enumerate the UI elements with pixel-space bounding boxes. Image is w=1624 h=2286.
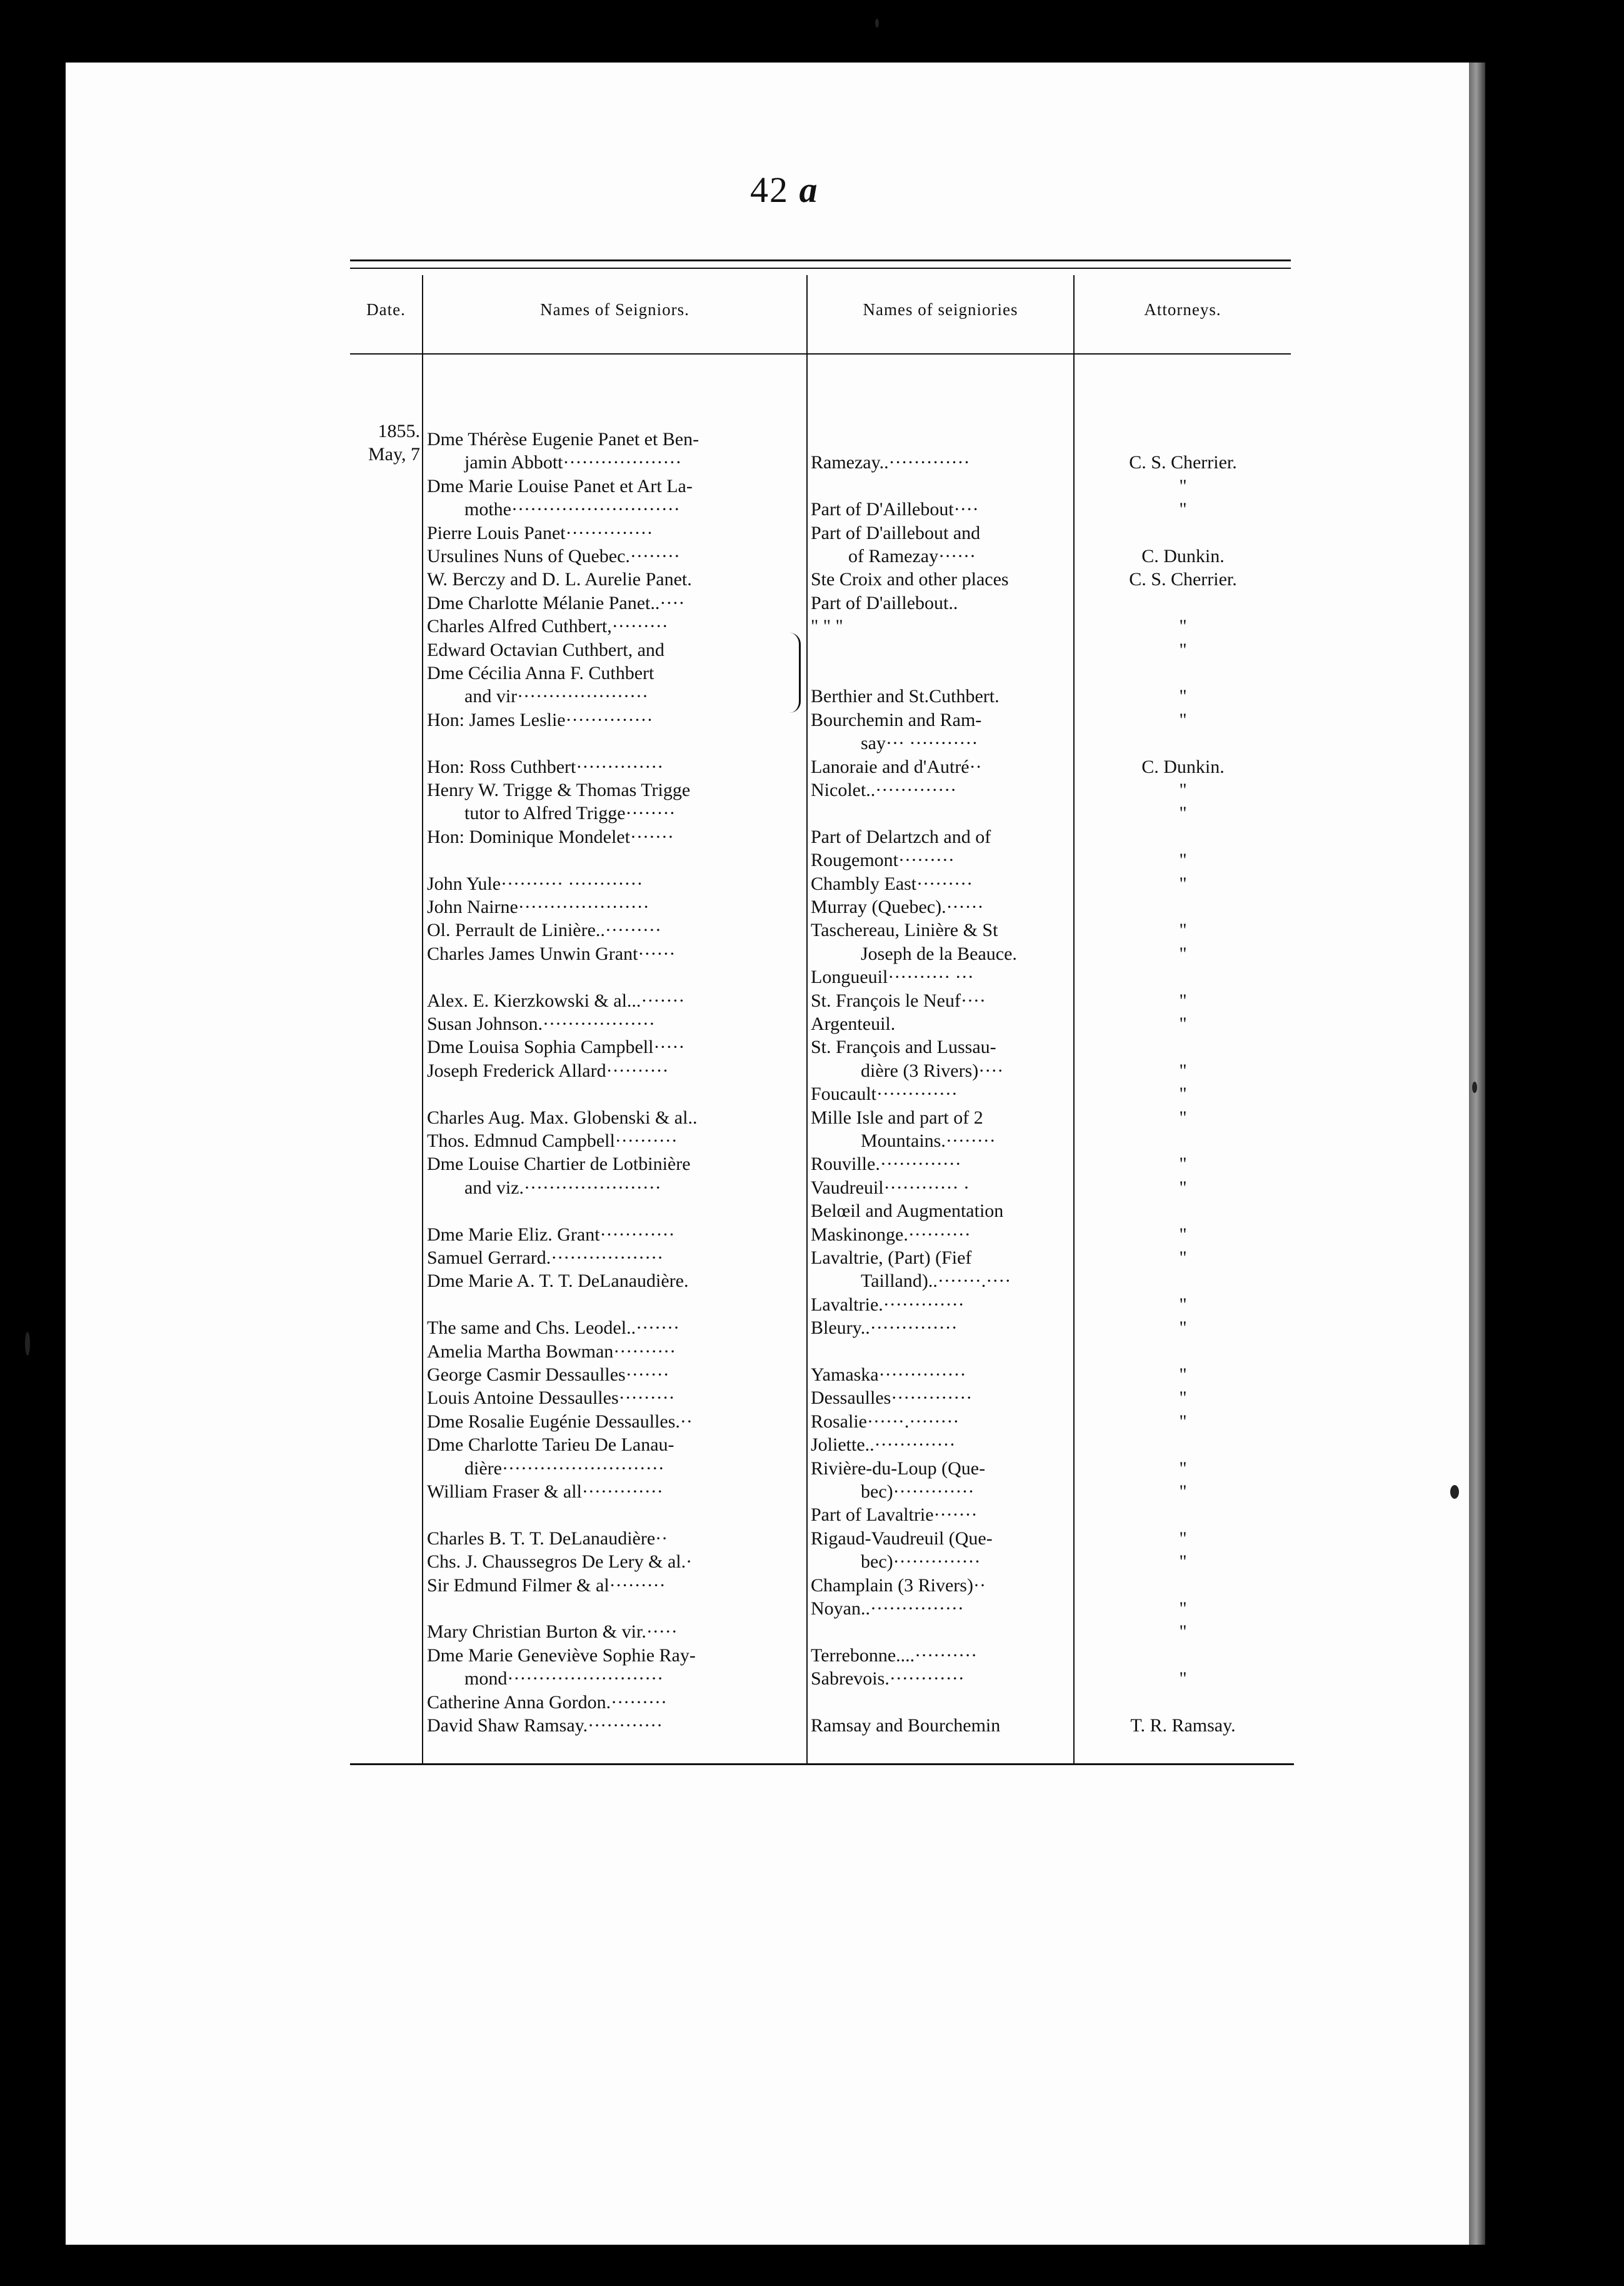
- seigniory-cell: Joliette..·············: [811, 1434, 956, 1455]
- attorney-cell: ": [1179, 499, 1187, 520]
- seignior-name-cell: Charles Aug. Max. Globenski & al..: [427, 1107, 698, 1128]
- seignior-name-cell: William Fraser & all·············: [427, 1481, 663, 1502]
- attorney-cell: ": [1179, 1598, 1187, 1619]
- date-cell: May, 7: [368, 444, 420, 465]
- seigniory-cell: Rigaud-Vaudreuil (Que-: [811, 1528, 993, 1549]
- seigniory-cell: Lavaltrie.·············: [811, 1294, 965, 1315]
- seignior-name-cell: Alex. E. Kierzkowski & al...·······: [427, 990, 685, 1011]
- seigniory-cell: Belœil and Augmentation: [811, 1201, 1004, 1221]
- seigniory-cell: Part of D'aillebout..: [811, 593, 958, 613]
- seigniory-cell: bec)·············: [861, 1481, 975, 1502]
- seigniory-cell: Terrebonne....··········: [811, 1645, 978, 1666]
- seigniory-cell: Sabrevois.············: [811, 1668, 965, 1689]
- attorney-cell: ": [1179, 686, 1187, 707]
- seignior-name-cell: Louis Antoine Dessaulles·········: [427, 1387, 675, 1408]
- attorney-cell: ": [1179, 1458, 1187, 1479]
- attorney-cell: ": [1179, 990, 1187, 1011]
- seigniory-cell: Part of D'Aillebout····: [811, 499, 979, 520]
- attorney-cell: C. S. Cherrier.: [1129, 452, 1237, 473]
- seignior-name-cell: Dme Rosalie Eugénie Dessaulles.··: [427, 1411, 693, 1432]
- attorney-cell: T. R. Ramsay.: [1130, 1715, 1236, 1736]
- seignior-name-cell: jamin Abbott···················: [464, 452, 682, 473]
- seigniory-cell: Taschereau, Linière & St: [811, 920, 998, 940]
- seigniory-cell: Part of D'aillebout and: [811, 523, 981, 543]
- column-divider: [806, 275, 808, 1763]
- seigniory-cell: Rosalie······.········: [811, 1411, 960, 1432]
- seignior-name-cell: George Casmir Dessaulles·······: [427, 1364, 669, 1385]
- seigniory-cell: Tailland)..·······.····: [861, 1271, 1011, 1291]
- seignior-name-cell: The same and Chs. Leodel..·······: [427, 1317, 680, 1338]
- attorney-cell: ": [1179, 1107, 1187, 1128]
- top-double-rule-inner: [350, 268, 1291, 269]
- seignior-name-cell: Dme Charlotte Mélanie Panet..····: [427, 593, 685, 613]
- seigniory-cell: Rivière-du-Loup (Que-: [811, 1458, 986, 1479]
- attorney-cell: ": [1179, 1528, 1187, 1549]
- attorney-cell: ": [1179, 1387, 1187, 1408]
- attorney-cell: ": [1179, 1551, 1187, 1572]
- seigniory-cell: Part of Lavaltrie·······: [811, 1504, 978, 1525]
- page-number-digits: 42: [750, 169, 789, 210]
- header-date: Date.: [366, 300, 406, 319]
- seignior-name-cell: Joseph Frederick Allard··········: [427, 1060, 669, 1081]
- seignior-name-cell: mond·························: [464, 1668, 664, 1689]
- attorney-cell: ": [1179, 640, 1187, 660]
- seigniory-cell: Part of Delartzch and of: [811, 827, 991, 847]
- seigniory-cell: Chambly East·········: [811, 874, 973, 894]
- seignior-name-cell: Amelia Martha Bowman··········: [427, 1341, 676, 1362]
- attorney-cell: ": [1179, 780, 1187, 800]
- header-names-of-seigniors: Names of Seigniors.: [540, 300, 689, 319]
- seigniory-cell: Rouville.·············: [811, 1154, 961, 1174]
- seigniory-cell: Ste Croix and other places: [811, 569, 1009, 590]
- seignior-name-cell: Dme Cécilia Anna F. Cuthbert: [427, 663, 654, 683]
- seigniory-cell: Longueuil·········· ···: [811, 967, 974, 987]
- seignior-name-cell: Pierre Louis Panet··············: [427, 523, 653, 543]
- date-cell: 1855.: [378, 421, 420, 441]
- seigniory-cell: Maskinonge.··········: [811, 1224, 971, 1245]
- seignior-name-cell: Hon: Dominique Mondelet·······: [427, 827, 674, 847]
- document-page: [66, 63, 1469, 2245]
- attorney-cell: C. Dunkin.: [1141, 546, 1225, 566]
- seignior-name-cell: Ursulines Nuns of Quebec.········: [427, 546, 680, 566]
- attorney-cell: ": [1179, 803, 1187, 823]
- attorney-cell: C. Dunkin.: [1141, 757, 1225, 777]
- attorney-cell: ": [1179, 616, 1187, 637]
- attorney-cell: C. S. Cherrier.: [1129, 569, 1237, 590]
- seignior-name-cell: Ol. Perrault de Linière..·········: [427, 920, 661, 940]
- page-number-suffix: a: [799, 169, 819, 210]
- seigniory-cell: Nicolet..·············: [811, 780, 957, 800]
- seigniory-cell: Ramsay and Bourchemin: [811, 1715, 1001, 1736]
- seignior-name-cell: Hon: James Leslie··············: [427, 710, 653, 730]
- bottom-rule: [350, 1763, 1294, 1765]
- seigniory-cell: dière (3 Rivers)····: [861, 1060, 1004, 1081]
- seigniory-cell: Argenteuil.: [811, 1014, 896, 1034]
- seignior-name-cell: dière··························: [464, 1458, 664, 1479]
- attorney-cell: ": [1179, 1247, 1187, 1268]
- seignior-name-cell: Edward Octavian Cuthbert, and: [427, 640, 664, 660]
- seignior-name-cell: Thos. Edmnud Campbell··········: [427, 1130, 678, 1151]
- seignior-name-cell: tutor to Alfred Trigge········: [464, 803, 676, 823]
- seignior-name-cell: John Yule·········· ············: [427, 874, 643, 894]
- seigniory-cell: Berthier and St.Cuthbert.: [811, 686, 1000, 707]
- seigniory-cell: Bourchemin and Ram-: [811, 710, 982, 730]
- seignior-name-cell: mothe···························: [464, 499, 680, 520]
- seignior-name-cell: Dme Marie Geneviève Sophie Ray-: [427, 1645, 696, 1666]
- seigniory-cell: Noyan..···············: [811, 1598, 964, 1619]
- column-divider: [422, 275, 423, 1763]
- attorney-cell: ": [1179, 1294, 1187, 1315]
- seignior-name-cell: Hon: Ross Cuthbert··············: [427, 757, 664, 777]
- attorney-cell: ": [1179, 1411, 1187, 1432]
- seignior-name-cell: Mary Christian Burton & vir.·····: [427, 1621, 678, 1642]
- seignior-name-cell: Dme Charlotte Tarieu De Lanau-: [427, 1434, 674, 1455]
- attorney-cell: ": [1179, 1154, 1187, 1174]
- seignior-name-cell: Dme Marie Louise Panet et Art La-: [427, 476, 693, 496]
- header-attorneys: Attorneys.: [1144, 300, 1221, 319]
- seignior-name-cell: Susan Johnson.··················: [427, 1014, 655, 1034]
- attorney-cell: ": [1179, 1224, 1187, 1245]
- seigniory-cell: Bleury..··············: [811, 1317, 958, 1338]
- seignior-name-cell: Henry W. Trigge & Thomas Trigge: [427, 780, 691, 800]
- seignior-name-cell: Dme Louise Chartier de Lotbinière: [427, 1154, 691, 1174]
- seigniory-cell: Yamaska··············: [811, 1364, 966, 1385]
- seignior-name-cell: Charles James Unwin Grant······: [427, 944, 676, 964]
- seignior-name-cell: Charles Alfred Cuthbert,·········: [427, 616, 668, 637]
- seigniory-cell: St. François and Lussau-: [811, 1037, 996, 1057]
- seignior-name-cell: Dme Thérèse Eugenie Panet et Ben-: [427, 429, 699, 450]
- attorney-cell: ": [1179, 1481, 1187, 1502]
- seigniory-cell: Lavaltrie, (Part) (Fief: [811, 1247, 972, 1268]
- seigniory-cell: St. François le Neuf····: [811, 990, 986, 1011]
- attorney-cell: ": [1179, 1060, 1187, 1081]
- seigniory-cell: Murray (Quebec).······: [811, 897, 984, 917]
- attorney-cell: ": [1179, 874, 1187, 894]
- seignior-name-cell: and vir·····················: [464, 686, 648, 707]
- seigniory-cell: Ramezay..·············: [811, 452, 970, 473]
- attorney-cell: ": [1179, 710, 1187, 730]
- attorney-cell: ": [1179, 1317, 1187, 1338]
- attorney-cell: ": [1179, 1621, 1187, 1642]
- seigniory-cell: " " ": [811, 616, 843, 637]
- attorney-cell: ": [1179, 1364, 1187, 1385]
- seignior-name-cell: Catherine Anna Gordon.·········: [427, 1692, 668, 1713]
- seigniory-cell: Dessaulles·············: [811, 1387, 973, 1408]
- seigniory-cell: of Ramezay······: [848, 546, 976, 566]
- seignior-name-cell: W. Berczy and D. L. Aurelie Panet.: [427, 569, 692, 590]
- seignior-name-cell: Sir Edmund Filmer & al·········: [427, 1575, 666, 1596]
- seignior-name-cell: Dme Marie A. T. T. DeLanaudière.: [427, 1271, 689, 1291]
- header-names-of-seigniories: Names of seigniories: [863, 300, 1018, 319]
- attorney-cell: ": [1179, 1014, 1187, 1034]
- seigniory-cell: bec)··············: [861, 1551, 981, 1572]
- top-double-rule: [350, 259, 1291, 261]
- seignior-name-cell: Charles B. T. T. DeLanaudière··: [427, 1528, 668, 1549]
- attorney-cell: ": [1179, 850, 1187, 870]
- attorney-cell: ": [1179, 1668, 1187, 1689]
- seignior-name-cell: David Shaw Ramsay.············: [427, 1715, 663, 1736]
- seigniory-cell: Champlain (3 Rivers)··: [811, 1575, 986, 1596]
- page-number: [750, 169, 819, 211]
- grouping-brace: [788, 633, 801, 713]
- attorney-cell: ": [1179, 920, 1187, 940]
- seigniory-cell: say··· ···········: [861, 733, 978, 753]
- attorney-cell: ": [1179, 476, 1187, 496]
- attorney-cell: ": [1179, 1177, 1187, 1198]
- attorney-cell: ": [1179, 1084, 1187, 1104]
- seignior-name-cell: Chs. J. Chaussegros De Lery & al.·: [427, 1551, 693, 1572]
- book-spine-edge: [1469, 63, 1485, 2245]
- seigniory-cell: Lanoraie and d'Autré··: [811, 757, 982, 777]
- seigniory-cell: Mille Isle and part of 2: [811, 1107, 983, 1128]
- seigniory-cell: Mountains.········: [861, 1130, 996, 1151]
- seignior-name-cell: Dme Marie Eliz. Grant············: [427, 1224, 675, 1245]
- attorney-cell: ": [1179, 944, 1187, 964]
- seignior-name-cell: Dme Louisa Sophia Campbell·····: [427, 1037, 685, 1057]
- header-rule: [350, 353, 1291, 355]
- seigniory-cell: Vaudreuil············ ·: [811, 1177, 970, 1198]
- seignior-name-cell: and viz.······················: [464, 1177, 661, 1198]
- seigniory-cell: Joseph de la Beauce.: [861, 944, 1017, 964]
- seignior-name-cell: Samuel Gerrard.··················: [427, 1247, 664, 1268]
- column-divider: [1073, 275, 1075, 1763]
- seigniory-cell: Rougemont·········: [811, 850, 955, 870]
- seigniory-cell: Foucault·············: [811, 1084, 958, 1104]
- seignior-name-cell: John Nairne·····················: [427, 897, 649, 917]
